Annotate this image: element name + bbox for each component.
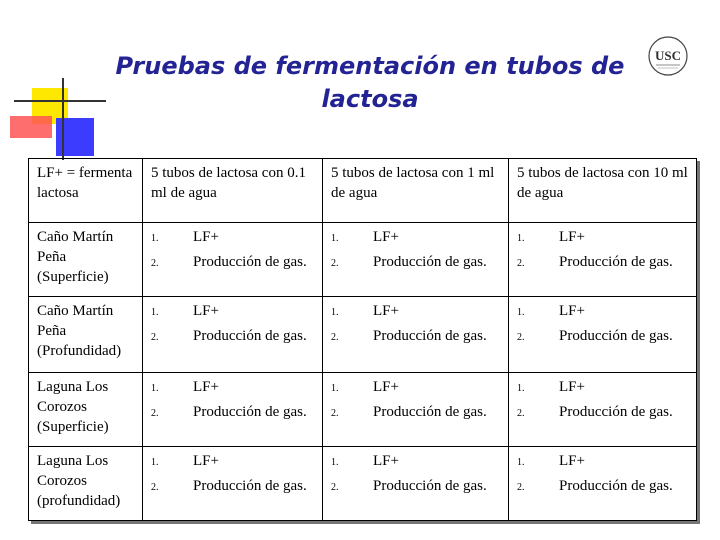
table-row xyxy=(29,297,697,373)
list-item: 2. Producción de gas. xyxy=(517,478,673,494)
usc-logo xyxy=(648,36,688,76)
list-item: 1. LF+ xyxy=(517,453,585,469)
table-cell xyxy=(323,447,509,521)
list-item: 1. LF+ xyxy=(151,453,219,469)
header-cell-legend: LF+ = fermenta lactosa xyxy=(29,159,143,223)
table-cell xyxy=(323,373,509,447)
table-cell xyxy=(509,297,697,373)
list-item: 1. LF+ xyxy=(331,453,399,469)
row-label: Laguna Los Corozos (Superficie) xyxy=(29,373,143,447)
fermentation-table xyxy=(28,158,697,521)
list-item: 2. Producción de gas. xyxy=(517,254,673,270)
table-cell xyxy=(323,297,509,373)
header-cell-10ml: 5 tubos de lactosa con 10 ml de agua xyxy=(509,159,697,223)
list-item: 1. LF+ xyxy=(331,379,399,395)
list-item: 2. Producción de gas. xyxy=(517,328,673,344)
table-cell xyxy=(323,223,509,297)
list-item: 1. LF+ xyxy=(517,303,585,319)
list-item: 1. LF+ xyxy=(151,379,219,395)
table-row xyxy=(29,223,697,297)
decor-horizontal-line xyxy=(14,100,106,102)
list-item: 2. Producción de gas. xyxy=(151,254,307,270)
header-cell-1ml: 5 tubos de lactosa con 1 ml de agua xyxy=(323,159,509,223)
list-item: 2. Producción de gas. xyxy=(517,404,673,420)
row-label: Laguna Los Corozos (profundidad) xyxy=(29,447,143,521)
decor-vertical-line xyxy=(62,78,64,160)
table-header-row xyxy=(29,159,697,223)
svg-text:USC: USC xyxy=(654,48,682,63)
table-cell xyxy=(143,297,323,373)
slide-title: Pruebas de fermentación en tubos de lactosa xyxy=(115,52,625,113)
list-item: 2. Producción de gas. xyxy=(151,478,307,494)
table-row xyxy=(29,447,697,521)
table-row xyxy=(29,373,697,447)
table-cell xyxy=(143,447,323,521)
table-cell xyxy=(509,373,697,447)
list-item: 2. Producción de gas. xyxy=(151,328,307,344)
list-item: 1. LF+ xyxy=(517,379,585,395)
list-item: 1. LF+ xyxy=(151,229,219,245)
list-item: 1. LF+ xyxy=(517,229,585,245)
list-item: 2. Producción de gas. xyxy=(331,328,487,344)
list-item: 1. LF+ xyxy=(151,303,219,319)
list-item: 1. LF+ xyxy=(331,303,399,319)
list-item: 2. Producción de gas. xyxy=(331,404,487,420)
table-cell xyxy=(143,373,323,447)
header-cell-0-1ml: 5 tubos de lactosa con 0.1 ml de agua xyxy=(143,159,323,223)
row-label: Caño Martín Peña (Profundidad) xyxy=(29,297,143,373)
decor-red-bar xyxy=(10,116,52,138)
table-cell xyxy=(509,223,697,297)
table-cell xyxy=(509,447,697,521)
row-label: Caño Martín Peña (Superficie) xyxy=(29,223,143,297)
list-item: 1. LF+ xyxy=(331,229,399,245)
list-item: 2. Producción de gas. xyxy=(331,478,487,494)
table-cell xyxy=(143,223,323,297)
list-item: 2. Producción de gas. xyxy=(151,404,307,420)
list-item: 2. Producción de gas. xyxy=(331,254,487,270)
